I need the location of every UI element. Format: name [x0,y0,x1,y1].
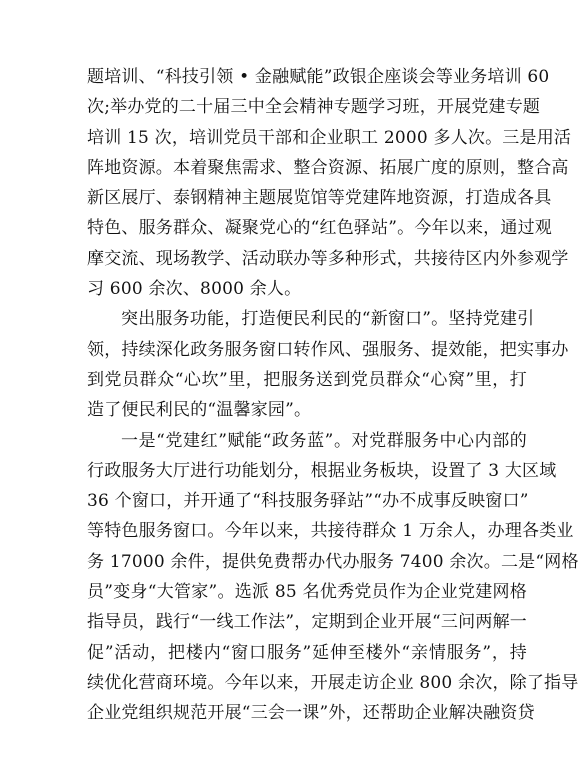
paragraph-first-line: 一是“党建红”赋能“政务蓝”。对党群服务中心内部的 [121,430,527,451]
text-line: 次;举办党的二十届三中全会精神专题学习班，开展党建专题 [87,97,541,118]
text-line: 到党员群众“心坎”里，把服务送到党员群众“心窝”里，打 [87,369,527,390]
text-line: 习 600 余次、8000 余人。 [87,279,302,300]
text-line: 企业党组织规范开展“三会一课”外，还帮助企业解决融资贷 [87,703,535,724]
text-line: 促”活动，把楼内“窗口服务”延伸至楼外“亲情服务”，持 [87,642,527,663]
text-line: 指导员，践行“一线工作法”，定期到企业开展“三问两解一 [87,612,527,633]
text-line: 造了便民利民的“温馨家园”。 [87,400,312,421]
text-line: 特色、服务群众、凝聚党心的“红色驿站”。今年以来，通过观 [87,218,552,239]
paragraph-first-line: 突出服务功能，打造便民利民的“新窗口”。坚持党建引 [121,309,535,330]
text-line: 36 个窗口，并开通了“科技服务驿站”“办不成事反映窗口” [87,491,529,512]
text-line: 员”变身“大管家”。选派 85 名优秀党员作为企业党建网格 [87,582,527,603]
text-line: 行政服务大厅进行功能划分，根据业务板块，设置了 3 大区域 [87,460,557,481]
text-line: 新区展厅、泰钢精神主题展览馆等党建阵地资源，打造成各具 [87,188,552,209]
text-line: 务 17000 余件，提供免费帮办代办服务 7400 余次。二是“网格 [87,551,579,572]
text-line: 摩交流、现场教学、活动联办等多种形式，共接待区内外参观学 [87,248,569,269]
document-body-text [87,62,579,729]
text-line: 续优化营商环境。今年以来，开展走访企业 800 余次，除了指导 [87,672,579,693]
text-line: 阵地资源。本着聚焦需求、整合资源、拓展广度的原则，整合高 [87,157,569,178]
text-line: 领，持续深化政务服务窗口转作风、强服务、提效能，把实事办 [87,339,569,360]
text-line: 等特色服务窗口。今年以来，共接待群众 1 万余人，办理各类业 [87,521,574,542]
text-line: 培训 15 次，培训党员干部和企业职工 2000 多人次。三是用活 [87,127,572,148]
text-line: 题培训、“科技引领 • 金融赋能”政银企座谈会等业务培训 60 [87,67,550,87]
